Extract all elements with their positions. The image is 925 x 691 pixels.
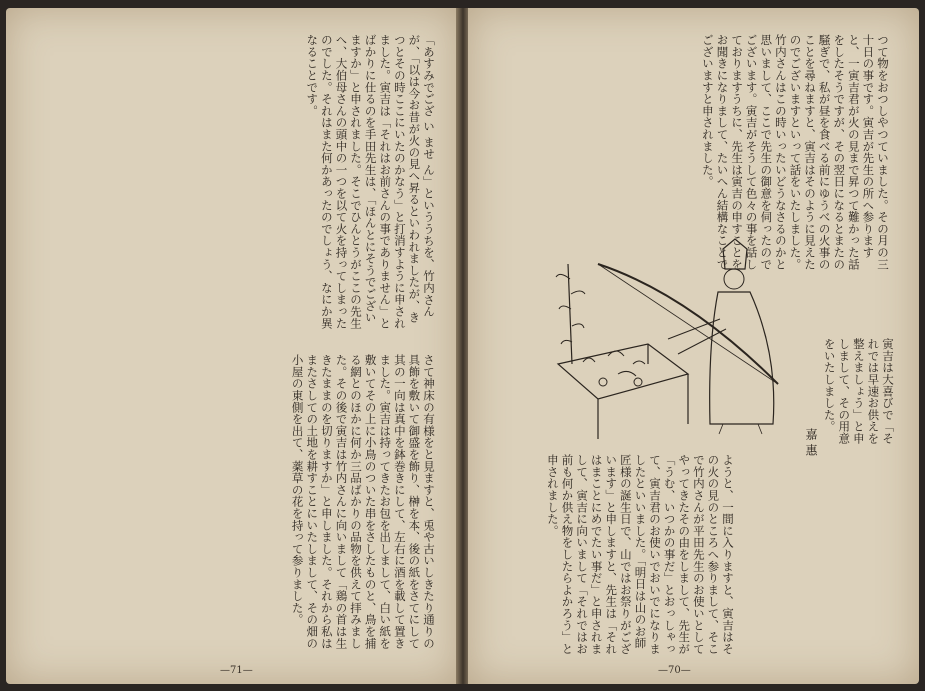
left-upper-text-block: 「あすみでござ い ませ ん」といううちを、竹内さんが、「以は今お昔が火の見へ昇るといわれましたが、きつとその時ここにいたのかなう」と打消すように申されました。寅吉は「それはお前さんの事でありません」とばかりに仕るのを手田先生は、「ほんとにそうでございますか」と申されました。そこでひんとうがここの先生へ、大伯母さんの頭中の一つを以て火を持ってしまったのでした。それはまた何かあったのでしょう、なにか異なることです。 <box>305 34 436 329</box>
right-page-number: —70— <box>658 665 691 676</box>
right-lower-text-block: ようと、一間に入りますと、寅吉はその火の見のところへ参りまして、そこで竹内さんが平田先生のお使いとしてやってきたその由をしまして、先生が「うむ、いつかの事だ」とおっしゃって、寅吉君のお使いでおいでになりましたといいました。「明日は山のお師匠様の誕生日で、山ではお祭りがございます」と申しますと、先生は「それはまことにめでたい事だ」と申されまして、寅吉に向いまして「それではお前も何か供え物をしたらよかろう」と申されました。 <box>545 454 735 655</box>
right-middle-text-block: 寅吉は大喜びで「それでは早速お供えを整えましょう」と申しまして、その用意をいたしました。 <box>822 338 895 445</box>
right-page <box>468 8 919 684</box>
left-lower-text-block: さて神床の有様をと見ますと、兎や古いしきたり通りの具飾を敷いて御盛を飾り、榊を本、後の紙をさてにして其の一向は真中を鉢巻きにして、左右に酒を載して置きました。寅吉は持ってきたお包を出しまして、白い紙を敷いてその上に小鳥のついた串をさしたものと、鳥を捕る網とのほかに何か三品ばかりの品物を供えて拝みました。その後で寅吉は竹内さんに向いまして「鶏の首は生きたままのを切りますか」と申しました。それから私はまたさしての土地を耕すことにいたしまして、その畑の小屋の東側を出て、薬草の花を持って参りました。 <box>290 354 436 649</box>
right-upper-text-block: つて物をおつしやつていました。その月の三十日の事です。寅吉が先生の所へ参りますと、一寅吉君が火の見まで昇つて難かった話をしたそうですが、その翌日になるとまたの騒ぎで、私が昼を食べる前にゆうべの火事のことを尋ねますと、寅吉はそのように見えたのでございますといって話をいたしました。竹内さんはこの時いったいどうなさるのかと思いまして、ここで先生の御意を伺ったのでございます。寅吉がそうして色々の事を話しておりますうちに、先生は寅吉の申すことをお聞きになりまして、たいへん結構なことでございますと申されました。 <box>700 34 890 270</box>
left-page <box>6 8 458 684</box>
left-page-number: —71— <box>220 665 253 676</box>
illustrator-signature: 嘉 惠 <box>804 428 818 456</box>
